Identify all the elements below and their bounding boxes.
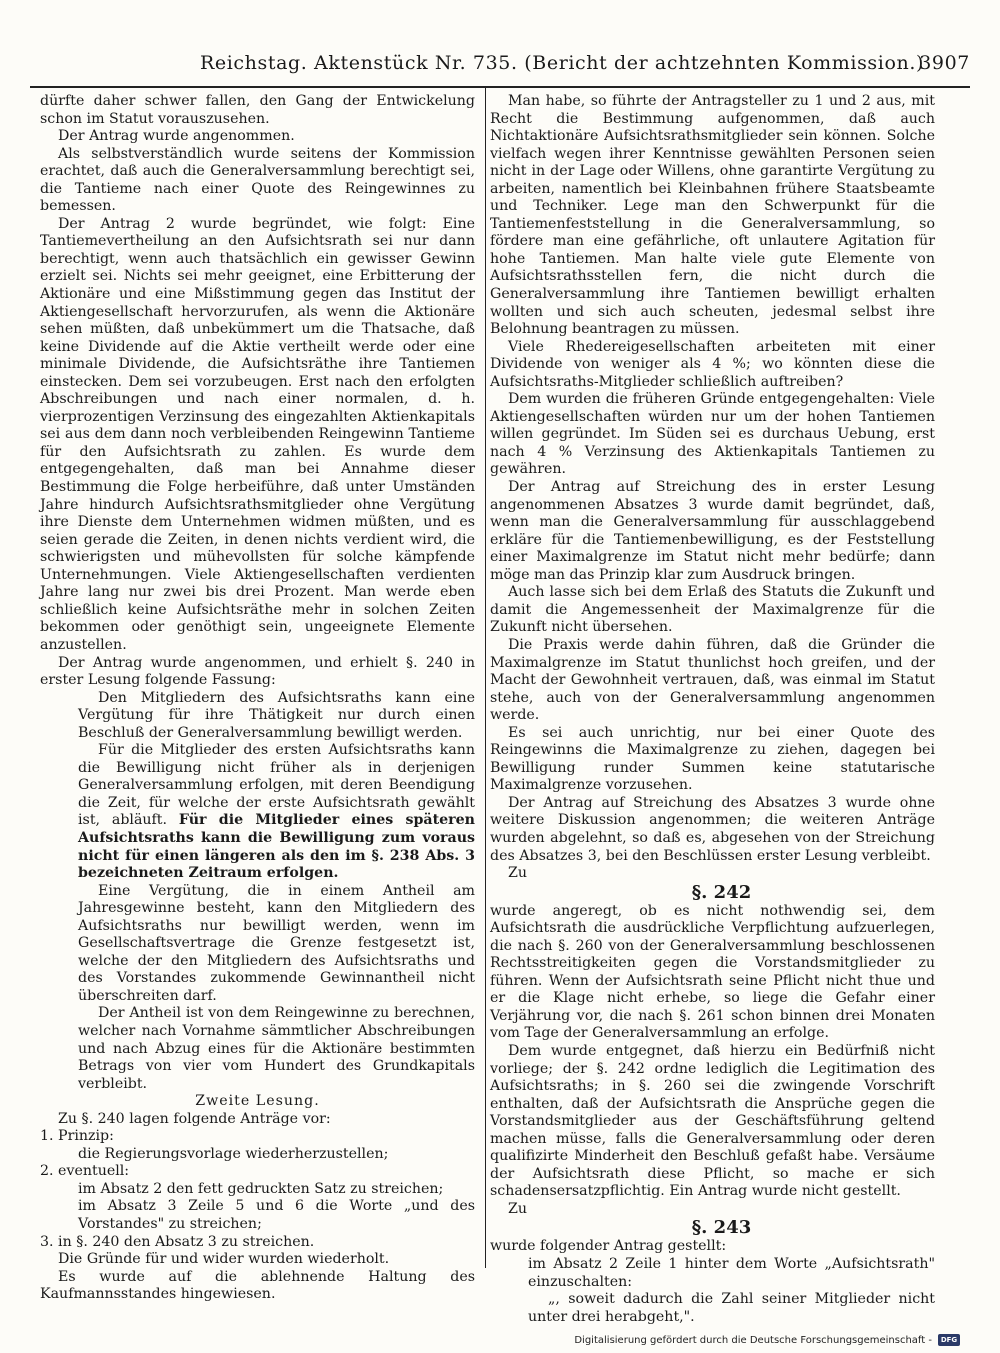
list-item: 3. in §. 240 den Absatz 3 zu streichen. xyxy=(40,1233,315,1250)
page-number: 3907 xyxy=(919,52,970,74)
paragraph: Der Antrag wurde angenommen, und erhielt §. 240 in erster Lesung folgende Fassung: xyxy=(40,654,475,689)
quoted-text: Für die Mitglieder des ersten Aufsichtsraths kann die Bewilligung nicht früher als in derjenigen Generalversammlung erfolgen, mit deren Beendigung die Zeit, für welche der erste Aufsichtsrath gewählt ist, abläuft. xyxy=(78,742,475,829)
right-column xyxy=(490,93,935,1326)
running-title: Reichstag. Aktenstück Nr. 735. (Bericht der achtzehnten Kommission.) xyxy=(200,52,924,74)
paragraph: Als selbstverständlich wurde seitens der Kommission erachtet, daß auch die Generalversammlung berechtigt sei, die Tantieme nach einer Quote des Reingewinnes zu bemessen. xyxy=(40,145,475,215)
paragraph: Es wurde auf die ablehnende Haltung des Kaufmannsstandes hingewiesen. xyxy=(40,1268,475,1303)
header-rule xyxy=(30,86,970,88)
list-item: 2. eventuell: xyxy=(40,1163,130,1180)
paragraph: Dem wurde entgegnet, daß hierzu ein Bedürfniß nicht vorliege; der §. 242 ordne lediglich die Legitimation des Aufsichtsraths; in §. 260 sei die zwingende Vorschrift enthalten, daß der Aufsichtsrath die Ansprüche gegen die Vorstandsmitglieder aus der Geschäftsführung geltend machen müsse, falls die Generalversammlung oder deren qualifizirte Minderheit den Beschluß gefaßt habe. Versäume der Aufsichtsrath diese Pflicht, so mache er sich schadensersatzpflichtig. Ein Antrag wurde nicht gestellt. xyxy=(490,1042,935,1200)
paragraph: Der Antrag 2 wurde begründet, wie folgt: Eine Tantiemevertheilung an den Aufsichtsrath sei nur dann berechtigt, wenn auch thatsächlich ein gewisser Gewinn erzielt sei. Nichts sei mehr geeignet, eine Erbitterung der Aktionäre und eine Mißstimmung gegen das Institut der Aktiengesellschaft hervorzurufen, als wenn die Aktionäre sehen müßten, daß unbekümmert um die Thatsache, daß keine Dividende auf die Aktie vertheilt werde oder eine minimale Dividende, die Aufsichtsräthe ihre Tantiemen einstecken. Dem sei vorzubeugen. Erst nach den erfolgten Abschreibungen und nach einer normalen, d. h. vierprozentigen Verzinsung des eingezahlten Aktienkapitals sei aus dem dann noch verbleibenden Reingewinn Tantieme für den Aufsichtsrath zu zahlen. Es wurde dem entgegengehalten, daß man bei Annahme dieser Bestimmung die Folge herbeiführe, daß unter Umständen Jahre hindurch Aufsichtsrathsmitglieder ohne Vergütung ihre Dienste dem Unternehmen widmen müßten, und es seien gerade die Zeiten, in denen nichts verdient wird, die schwierigsten und mühevollsten für solche kämpfende Unternehmungen. Viele Aktiengesellschaften verdienten Jahre lang nur zwei bis drei Prozent. Man werde eben schließlich keine Aufsichtsräthe mehr in solchen Zeiten bekommen oder genöthigt sein, ungeeignete Elemente anzustellen. xyxy=(40,215,475,653)
paragraph: dürfte daher schwer fallen, den Gang der Entwickelung schon im Statut vorauszusehen. xyxy=(40,93,475,127)
paragraph: Dem wurden die früheren Gründe entgegengehalten: Viele Aktiengesellschaften würden nur um der hohen Tantiemen willen gegründet. Im Süden sei es durchaus Uebung, erst nach 4 % Verzinsung des Aktienkapitals Tantiemen zu gewähren. xyxy=(490,391,935,478)
paragraph: Die Praxis werde dahin führen, daß die Gründer die Maximalgrenze im Statut thunlichst hoch greifen, und der Macht der Gewohnheit vertrauen, daß, was einmal im Statut stehe, auch von der Generalversammlung angenommen werde. xyxy=(490,636,935,724)
quoted-bold-text: Für die Mitglieder eines späteren Aufsichtsraths kann die Bewilligung zum voraus nicht für einen längeren als den im §. 238 Abs. 3 bezeichneten Zeitraum erfolgen. xyxy=(78,812,475,882)
footer-text: Digitalisierung gefördert durch die Deutsche Forschungsgemeinschaft - xyxy=(574,1334,932,1346)
digitization-footer xyxy=(574,1332,960,1348)
quoted-paragraph: im Absatz 2 Zeile 1 hinter dem Worte „Aufsichtsrath" einzuschalten: xyxy=(528,1256,935,1290)
section-heading-242: §. 242 xyxy=(691,881,752,903)
zu-label: Zu xyxy=(508,1200,527,1217)
list-subitem: die Regierungsvorlage wiederherzustellen; xyxy=(78,1145,389,1162)
page-header xyxy=(30,52,970,80)
quoted-paragraph: Den Mitgliedern des Aufsichtsraths kann eine Vergütung für ihre Thätigkeit nur durch einen Beschluß der Generalversammlung bewilligt werden. xyxy=(78,689,475,741)
column-divider xyxy=(485,88,486,1268)
paragraph: Auch lasse sich bei dem Erlaß des Statuts die Zukunft und damit die Angemessenheit der Maximalgrenze für die Zukunft nicht übersehen. xyxy=(490,584,935,636)
list-subitem: im Absatz 3 Zeile 5 und 6 die Worte „und des Vorstandes" zu streichen; xyxy=(78,1198,475,1232)
paragraph: Der Antrag auf Streichung des in erster Lesung angenommenen Absatzes 3 wurde damit begründet, daß, wenn man die Generalversammlung für ausschlaggebend erkläre für die Tantiemenbewilligung, es der Feststellung einer Maximalgrenze im Statut nicht mehr bedürfe; dann möge man das Prinzip klar zum Ausdruck bringen. xyxy=(490,479,935,583)
list-subitem: im Absatz 2 den fett gedruckten Satz zu streichen; xyxy=(78,1180,444,1197)
list-item: 1. Prinzip: xyxy=(40,1128,114,1145)
quoted-paragraph: Der Antheil ist von dem Reingewinne zu berechnen, welcher nach Vornahme sämmtlicher Abschreibungen und nach Abzug eines für die Aktionäre bestimmten Betrags von vier vom Hundert des Grundkapitals verbleibt. xyxy=(78,1005,475,1092)
dfg-logo: DFG xyxy=(938,1334,960,1346)
paragraph: Zu §. 240 lagen folgende Anträge vor: xyxy=(58,1110,331,1127)
paragraph: Die Gründe für und wider wurden wiederholt. xyxy=(58,1251,390,1268)
section-heading-243: §. 243 xyxy=(691,1217,752,1239)
paragraph: wurde folgender Antrag gestellt: xyxy=(490,1238,727,1255)
paragraph: Der Antrag auf Streichung des Absatzes 3 wurde ohne weitere Diskussion angenommen; die weiteren Anträge wurden abgelehnt, so daß es, abgesehen von der Streichung des Absatzes 3, bei den Beschlüssen erster Lesung verbleibt. xyxy=(490,794,935,864)
section-heading: Zweite Lesung. xyxy=(195,1093,320,1110)
quoted-paragraph xyxy=(78,742,475,882)
zu-label: Zu xyxy=(508,865,527,882)
quoted-paragraph: „, soweit dadurch die Zahl seiner Mitglieder nicht unter drei herabgeht,". xyxy=(528,1291,935,1325)
paragraph: Man habe, so führte der Antragsteller zu 1 und 2 aus, mit Recht die Bestimmung aufgenommen, daß auch Nichtaktionäre Aufsichtsrathsmitglieder sein können. Solche vielfach wegen ihrer Kenntnisse gewählten Personen seien nicht in der Lage oder Willens, ohne garantirte Vergütung zu arbeiten, namentlich bei Kleinbahnen frühere Staatsbeamte und Techniker. Lege man den Schwerpunkt für die Tantiemenfeststellung in die Generalversammlung, so fördere man eine gefährliche, oft unlautere Agitation für hohe Tantiemen. Man halte viele gute Elemente von Aufsichtsrathsstellen fern, die nicht durch die Generalversammlung ihre Tantiemen bewilligt erhalten wollten und sich auch scheuten, jedesmal selbst ihre Belohnung beantragen zu müssen. xyxy=(490,93,935,338)
quoted-paragraph: Eine Vergütung, die in einem Antheil am Jahresgewinne besteht, kann den Mitgliedern des Aufsichtsraths nur bewilligt werden, wenn im Gesellschaftsvertrage die Grenze festgesetzt ist, welche der den Mitgliedern des Aufsichtsraths und des Vorstandes zukommende Gewinnantheil nicht überschreiten darf. xyxy=(78,882,475,1004)
left-column xyxy=(40,93,475,1304)
paragraph: Der Antrag wurde angenommen. xyxy=(58,128,295,145)
paragraph: Es sei auch unrichtig, nur bei einer Quote des Reingewinns die Maximalgrenze zu ziehen, dagegen bei Bewilligung runder Summen keine statutarische Maximalgrenze vorzusehen. xyxy=(490,724,935,794)
paragraph: Viele Rhedereigesellschaften arbeiteten mit einer Dividende von weniger als 4 %; wo könnten diese die Aufsichtsraths-Mitglieder schließlich auftreiben? xyxy=(490,338,935,390)
paragraph: wurde angeregt, ob es nicht nothwendig sei, dem Aufsichtsrath die ausdrückliche Verpflichtung aufzuerlegen, die nach §. 260 von der Generalversammlung beschlossenen Rechtsstreitigkeiten gegen die Vorstandsmitglieder zu führen. Wenn der Aufsichtsrath seine Pflicht nicht thue und er die Klage nicht erhebe, so liege die Gefahr einer Verjährung vor, die nach §. 261 schon binnen drei Monaten vom Tage der Generalversammlung an erfolge. xyxy=(490,902,935,1042)
